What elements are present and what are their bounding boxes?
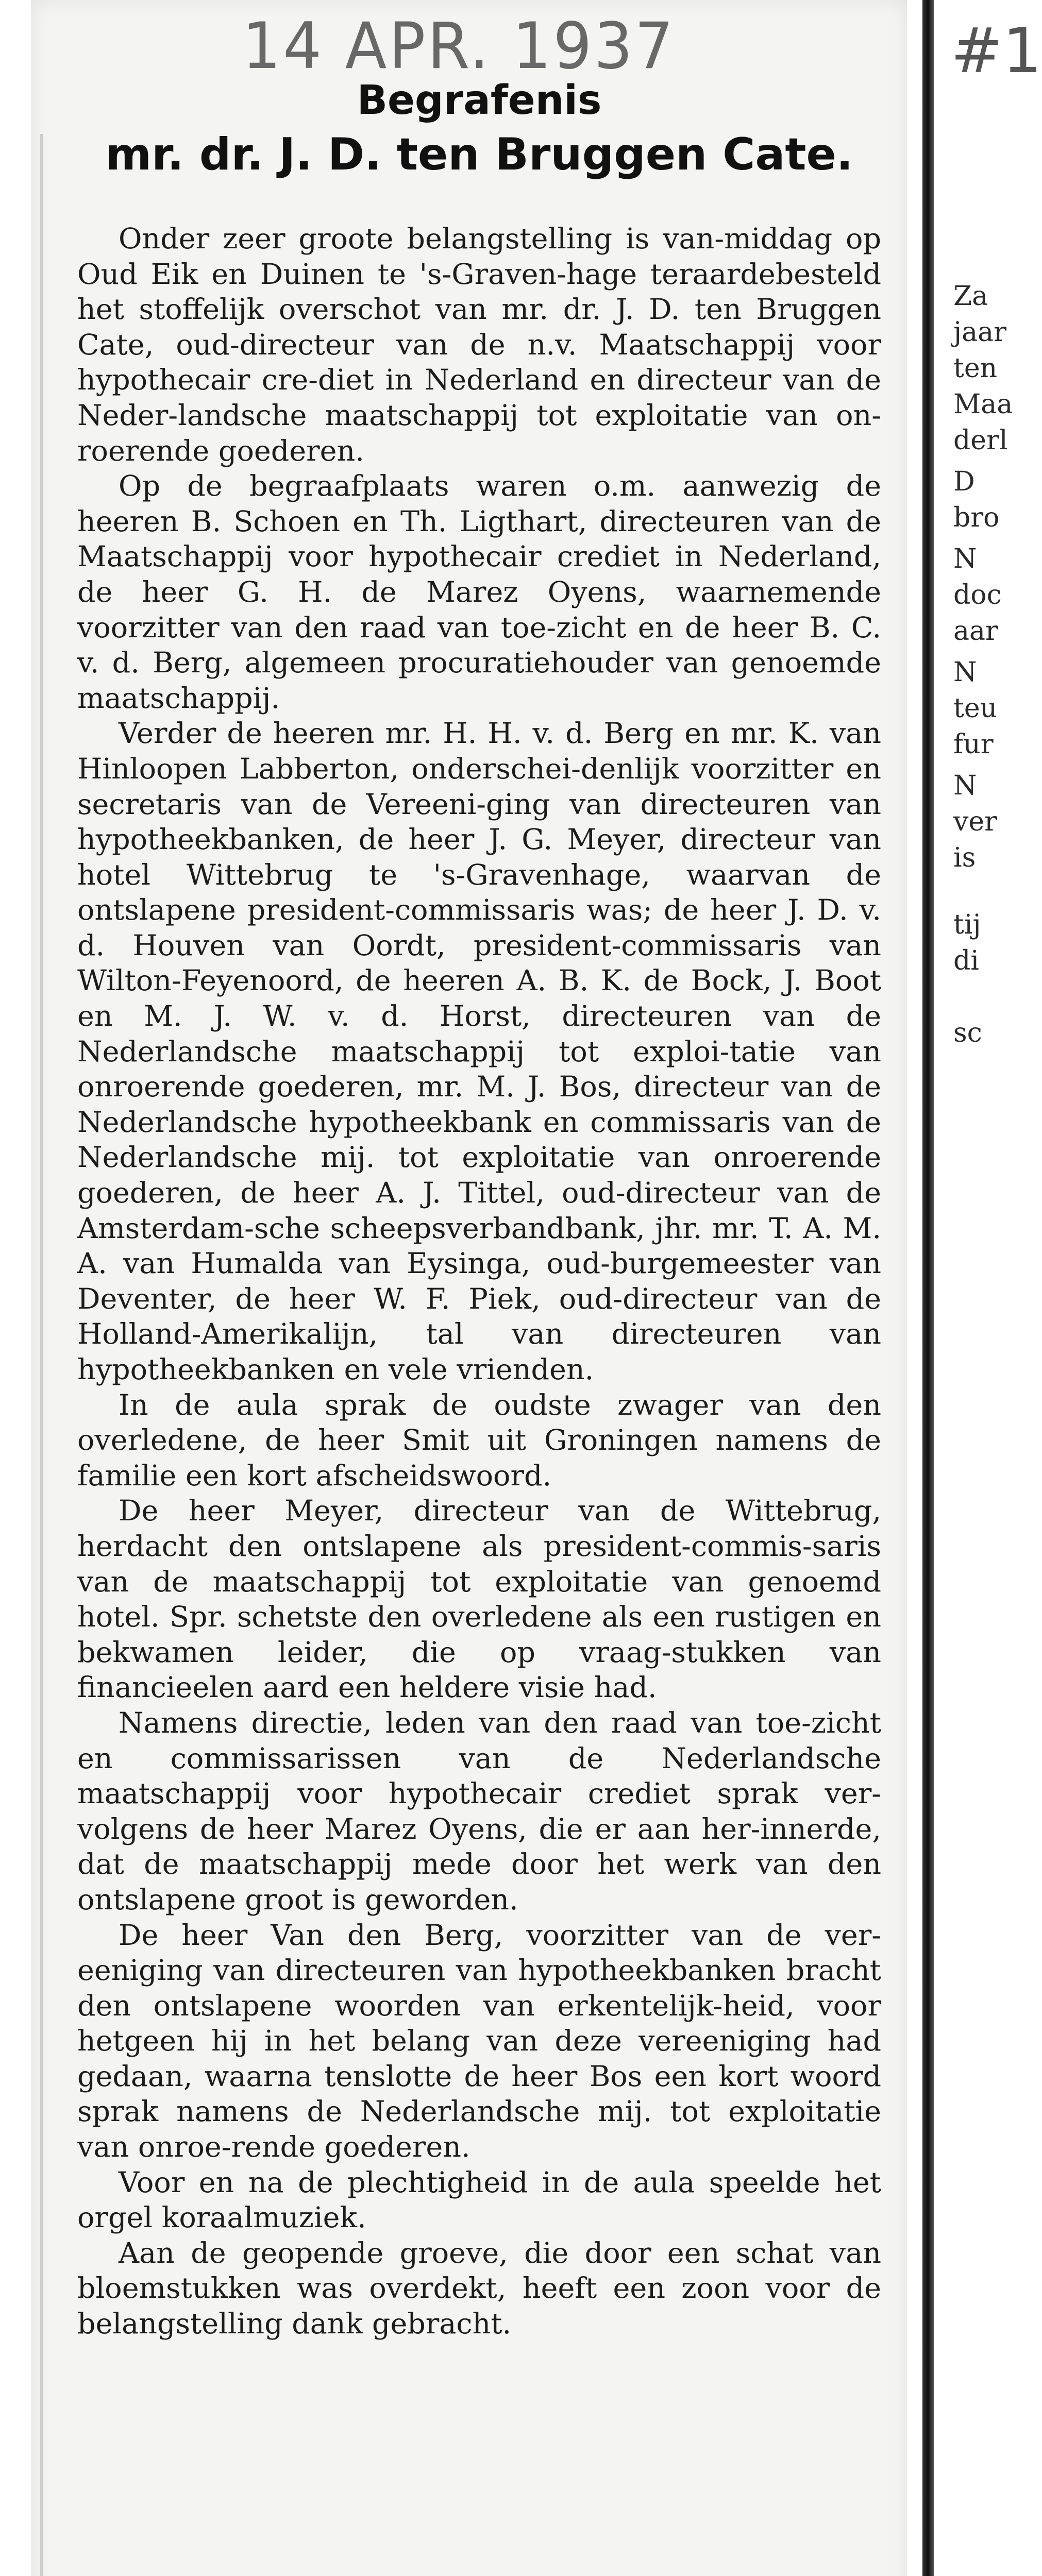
- article-body: [77, 222, 881, 2342]
- neighbor-fragment: jaar: [953, 317, 1006, 348]
- column-divider: [922, 0, 934, 2576]
- neighbor-fragment: ten: [953, 353, 998, 384]
- paragraph: Voor en na de plechtigheid in de aula speelde het orgel koraalmuziek.: [77, 2165, 881, 2235]
- neighbor-fragment: N: [953, 544, 977, 574]
- paragraph: Onder zeer groote belangstelling is van-middag op Oud Eik en Duinen te 's-Graven-hage teraardebesteld het stoffelijk overschot van mr. dr. J. D. ten Bruggen Cate, oud-directeur van de n.v. Maatschappij voor hypothecair cre-diet in Nederland en directeur van de Neder-landsche maatschappij tot exploitatie van on-roerende goederen.: [77, 222, 881, 468]
- neighbor-fragment: tij: [953, 909, 981, 940]
- neighbor-fragment: Za: [953, 281, 988, 312]
- neighbor-fragment: di: [953, 945, 979, 976]
- neighbor-fragment: N: [953, 770, 977, 801]
- neighbor-fragment: aar: [953, 616, 998, 647]
- paragraph: Namens directie, leden van den raad van toe-zicht en commissarissen van de Nederlandsche maatschappij voor hypothecair crediet sprak ver-volgens de heer Marez Oyens, die er aan her-innerde, dat de maatschappij mede door het werk van den ontslapene groot is geworden.: [77, 1706, 881, 1917]
- paragraph: Verder de heeren mr. H. H. v. d. Berg en mr. K. van Hinloopen Labberton, onderschei-denlijk voorzitter en secretaris van de Vereeni-ging van directeuren van hypotheekbanken, de heer J. G. Meyer, directeur van hotel Wittebrug te 's-Gravenhage, waarvan de ontslapene president-commissaris was; de heer J. D. v. d. Houven van Oordt, president-commissaris van Wilton-Feyenoord, de heeren A. B. K. de Bock, J. Boot en M. J. W. v. d. Horst, directeuren van de Nederlandsche maatschappij tot exploi-tatie van onroerende goederen, mr. M. J. Bos, directeur van de Nederlandsche hypotheekbank en commissaris van de Nederlandsche mij. tot exploitatie van onroerende goederen, de heer A. J. Tittel, oud-directeur van de Amsterdam-sche scheepsverbandbank, jhr. mr. T. A. M. A. van Humalda van Eysinga, oud-burgemeester van Deventer, de heer W. F. Piek, oud-directeur van de Holland-Amerikalijn, tal van directeuren van hypotheekbanken en vele vrienden.: [77, 717, 881, 1386]
- paragraph: Aan de geopende groeve, die door een schat van bloemstukken was overdekt, heeft een zoon voor de belangstelling dank gebracht.: [77, 2236, 881, 2341]
- neighbor-fragment: fur: [953, 729, 994, 760]
- neighbor-fragment: is: [953, 842, 976, 873]
- neighbor-mark: #1: [951, 15, 1042, 87]
- neighbor-fragment: derl: [953, 425, 1008, 456]
- neighbor-fragment: sc: [953, 1018, 982, 1048]
- paragraph: De heer Meyer, directeur van de Wittebrug, herdacht den ontslapene als president-commis-saris van de maatschappij tot exploitatie van genoemd hotel. Spr. schetste den overledene als een rustigen en bekwamen leider, die op vraag-stukken van financieelen aard een heldere visie had.: [77, 1494, 881, 1705]
- neighbor-fragment: teu: [953, 693, 998, 724]
- neighbor-column-fragment: [948, 0, 1013, 2576]
- neighbor-fragment: bro: [953, 502, 1000, 533]
- headline-line-1: Begrafenis: [357, 77, 602, 124]
- paragraph: Op de begraafplaats waren o.m. aanwezig de heeren B. Schoen en Th. Ligthart, directeuren van de Maatschappij voor hypothecair crediet in Nederland, de heer G. H. de Marez Oyens, waarnemende voorzitter van den raad van toe-zicht en de heer B. C. v. d. Berg, algemeen procuratiehouder van genoemde maatschappij.: [77, 469, 881, 715]
- paragraph: De heer Van den Berg, voorzitter van de ver-eeniging van directeuren van hypotheekbanken bracht den ontslapene woorden van erkentelijk-heid, voor hetgeen hij in het belang van deze vereeniging had gedaan, waarna tenslotte de heer Bos een kort woord sprak namens de Nederlandsche mij. tot exploitatie van onroe-rende goederen.: [77, 1918, 881, 2164]
- paragraph: In de aula sprak de oudste zwager van den overledene, de heer Smit uit Groningen namens de familie een kort afscheidswoord.: [77, 1388, 881, 1493]
- neighbor-fragment: Maa: [953, 389, 1013, 420]
- column-shadow-left: [40, 134, 43, 2576]
- neighbor-fragment: doc: [953, 580, 1002, 611]
- date-stamp: 14 APR. 1937: [242, 8, 676, 83]
- neighbor-fragment: ver: [953, 806, 998, 837]
- headline-line-2: mr. dr. J. D. ten Bruggen Cate.: [105, 129, 853, 180]
- neighbor-fragment: N: [953, 657, 977, 688]
- neighbor-fragment: D: [953, 466, 975, 497]
